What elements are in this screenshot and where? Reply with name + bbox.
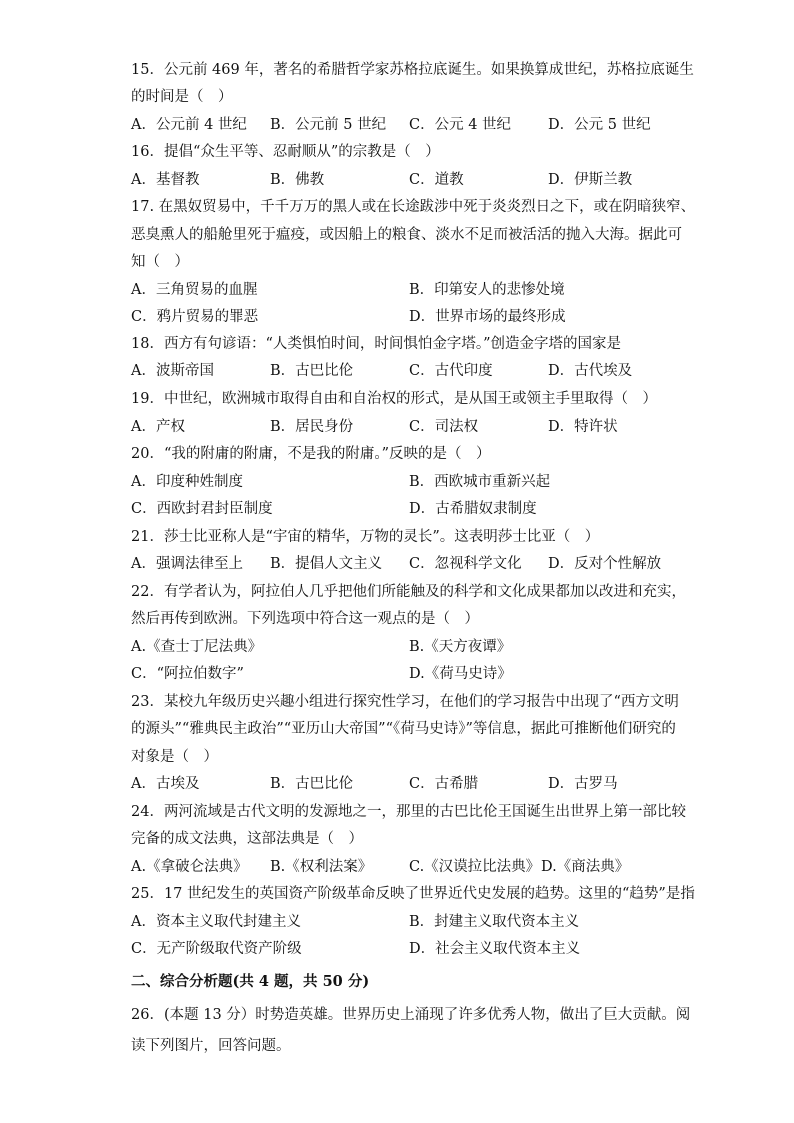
- question-21-option-d: D．反对个性解放: [548, 556, 662, 572]
- question-19-option-c: C．司法权: [409, 419, 479, 435]
- question-25-option-a: A．资本主义取代封建主义: [131, 914, 301, 930]
- question-19-option-b: B．居民身份: [270, 419, 354, 435]
- question-24-option-d: D.《商法典》: [541, 859, 630, 875]
- question-16-option-c: C．道教: [409, 172, 464, 188]
- question-15-option-b: B．公元前 5 世纪: [270, 117, 387, 133]
- question-19-option-d: D．特许状: [548, 419, 618, 435]
- question-23-stem-line-3: 对象是（ ）: [131, 749, 218, 765]
- question-15-option-d: D．公元 5 世纪: [548, 117, 651, 133]
- question-18-option-b: B．古巴比伦: [270, 363, 354, 379]
- question-23-stem-line-1: 23．某校九年级历史兴趣小组进行探究性学习，在他们的学习报告中出现了“西方文明: [131, 694, 679, 710]
- question-15-option-c: C．公元 4 世纪: [409, 117, 512, 133]
- question-18-option-a: A．波斯帝国: [131, 363, 214, 379]
- question-20-option-a: A．印度种姓制度: [131, 474, 243, 490]
- question-17-option-a: A．三角贸易的血腥: [131, 282, 258, 298]
- question-26-stem-line-2: 读下列图片，回答问题。: [131, 1038, 291, 1054]
- question-22-option-d: D.《荷马史诗》: [409, 666, 512, 682]
- question-22-stem-line-1: 22．有学者认为，阿拉伯人几乎把他们所能触及的科学和文化成果都加以改进和充实，: [131, 584, 686, 600]
- question-20-option-b: B．西欧城市重新兴起: [409, 474, 551, 490]
- question-17-option-c: C．鸦片贸易的罪恶: [131, 309, 259, 325]
- question-23-option-b: B．古巴比伦: [270, 776, 354, 792]
- question-24-stem-line-2: 完备的成文法典，这部法典是（ ）: [131, 831, 363, 847]
- question-17-stem-line-1: 17. 在黑奴贸易中，千千万万的黑人或在长途跋涉中死于炎炎烈日之下，或在阴暗狭窄、: [131, 199, 696, 215]
- question-19-option-a: A．产权: [131, 419, 185, 435]
- question-18-option-d: D．古代埃及: [548, 363, 633, 379]
- question-20-option-d: D．古希腊奴隶制度: [409, 501, 537, 517]
- question-25-option-b: B．封建主义取代资本主义: [409, 914, 580, 930]
- question-24-option-a: A.《拿破仑法典》: [131, 859, 248, 875]
- question-20-stem: 20．“我的附庸的附庸，不是我的附庸。”反映的是（ ）: [131, 446, 491, 462]
- question-22-option-c: C．“阿拉伯数字”: [131, 666, 244, 682]
- question-20-option-c: C．西欧封君封臣制度: [131, 501, 273, 517]
- question-18-stem: 18．西方有句谚语：“人类惧怕时间，时间惧怕金字塔。”创造金字塔的国家是: [131, 336, 622, 352]
- question-21-stem: 21．莎士比亚称人是“宇宙的精华，万物的灵长”。这表明莎士比亚（ ）: [131, 529, 600, 545]
- question-23-stem-line-2: 的源头”“雅典民主政治”“亚历山大帝国”“《荷马史诗》”等信息，据此可推断他们研究的: [131, 721, 676, 737]
- question-26-stem-line-1: 26．(本题 13 分）时势造英雄。世界历史上涌现了许多优秀人物，做出了巨大贡献。阅: [131, 1007, 691, 1023]
- question-19-stem: 19．中世纪，欧洲城市取得自由和自治权的形式，是从国王或领主手里取得（ ）: [131, 391, 657, 407]
- question-21-option-b: B．提倡人文主义: [270, 556, 383, 572]
- question-22-stem-line-2: 然后再传到欧洲。下列选项中符合这一观点的是（ ）: [131, 611, 479, 627]
- question-17-option-d: D．世界市场的最终形成: [409, 309, 566, 325]
- question-17-option-b: B．印第安人的悲惨处境: [409, 282, 565, 298]
- question-23-option-a: A．古埃及: [131, 776, 200, 792]
- question-24-stem-line-1: 24．两河流域是古代文明的发源地之一，那里的古巴比伦王国诞生出世界上第一部比较: [131, 804, 686, 820]
- question-22-option-a: A.《查士丁尼法典》: [131, 639, 263, 655]
- question-15-stem-line-2: 的时间是（ ）: [131, 89, 233, 105]
- question-21-option-c: C．忽视科学文化: [409, 556, 522, 572]
- question-16-option-b: B．佛教: [270, 172, 325, 188]
- question-24-option-b: B.《权利法案》: [270, 859, 373, 875]
- question-25-option-d: D．社会主义取代资本主义: [409, 941, 581, 957]
- question-16-option-d: D．伊斯兰教: [548, 172, 633, 188]
- question-17-stem-line-3: 知（ ）: [131, 254, 189, 270]
- question-17-stem-line-2: 恶臭熏人的船舱里死于瘟疫，或因船上的粮食、淡水不足而被活活的抛入大海。据此可: [131, 227, 682, 243]
- question-23-option-d: D．古罗马: [548, 776, 618, 792]
- question-23-option-c: C．古希腊: [409, 776, 479, 792]
- question-15-stem-line-1: 15．公元前 469 年，著名的希腊哲学家苏格拉底诞生。如果换算成世纪，苏格拉底诞生: [131, 62, 694, 78]
- section-heading: 二、综合分析题(共 4 题，共 50 分): [131, 973, 370, 990]
- question-18-option-c: C．古代印度: [409, 363, 493, 379]
- question-16-stem: 16．提倡“众生平等、忍耐顺从”的宗教是（ ）: [131, 144, 440, 160]
- question-25-option-c: C．无产阶级取代资产阶级: [131, 941, 302, 957]
- question-21-option-a: A．强调法律至上: [131, 556, 243, 572]
- question-24-option-c: C.《汉谟拉比法典》: [409, 859, 541, 875]
- question-22-option-b: B.《天方夜谭》: [409, 639, 512, 655]
- question-16-option-a: A．基督教: [131, 172, 200, 188]
- question-25-stem: 25．17 世纪发生的英国资产阶级革命反映了世界近代史发展的趋势。这里的“趋势”是指: [131, 886, 695, 902]
- question-15-option-a: A．公元前 4 世纪: [131, 117, 247, 133]
